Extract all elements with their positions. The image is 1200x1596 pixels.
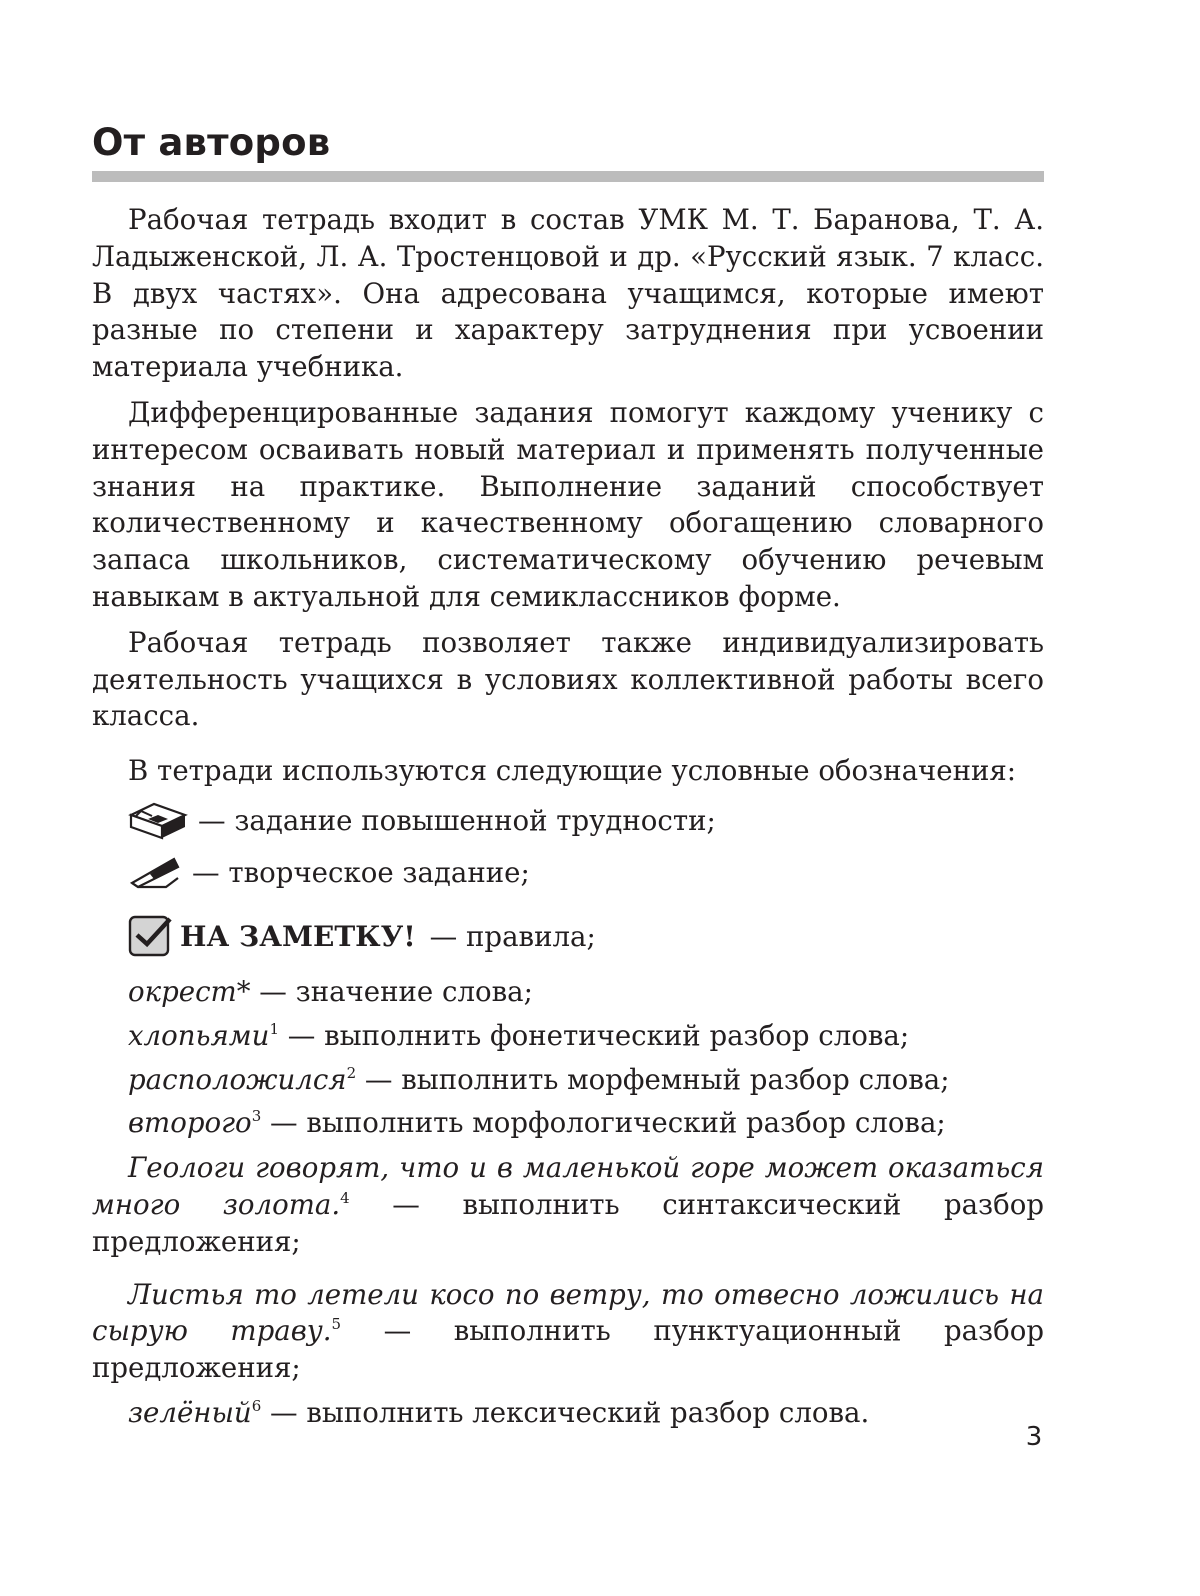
paragraph-2: Дифференцированные задания помогут каждому ученику с интересом осваивать новый материал и применять полученные знания на практике. Выполнение заданий способствует количественному и качественному обогащению словарного запаса школьников, систематическому обучению речевым навыкам в актуальной для семиклассников форме. [92, 395, 1044, 613]
example-word: расположился [128, 1062, 347, 1096]
legend-item-note [92, 906, 1044, 968]
title-underline [92, 171, 1044, 182]
legend-difficulty-text: — задание повышенной трудности; [198, 803, 716, 837]
example-word: окрест* [128, 974, 251, 1008]
footnote-mark: 2 [346, 1063, 357, 1082]
legend-item-meaning [92, 974, 1044, 1011]
item-text: — выполнить морфемный разбор слова; [356, 1062, 950, 1096]
item-text: — выполнить синтаксический разбор предложения; [92, 1187, 1045, 1258]
legend-item-phonetic [92, 1018, 1044, 1055]
legend-creative-text: — творческое задание; [192, 855, 530, 889]
note-label: НА ЗАМЕТКУ! [180, 919, 416, 953]
pencil-icon [128, 854, 182, 892]
footnote-mark: 1 [269, 1019, 280, 1038]
example-sentence: Геологи говорят, что и в маленькой горе может оказаться много золота. [92, 1151, 1044, 1221]
example-word: второго [128, 1106, 252, 1140]
legend-item-syntactic [92, 1150, 1044, 1260]
item-text: — выполнить морфологический разбор слова; [261, 1106, 946, 1140]
footnote-mark: 4 [340, 1188, 350, 1207]
legend-item-morphological [92, 1105, 1044, 1142]
legend-item-morphemic [92, 1062, 1044, 1099]
legend-item-difficulty [92, 796, 1044, 846]
checkbox-icon [128, 915, 172, 959]
paragraph-4: В тетради используются следующие условные обозначения: [128, 754, 1017, 788]
example-word: хлопьями [128, 1018, 270, 1052]
difficulty-icon [128, 801, 188, 841]
item-text: — выполнить фонетический разбор слова; [279, 1018, 910, 1052]
item-text: — выполнить лексический разбор слова. [261, 1395, 870, 1429]
page [92, 118, 1044, 1432]
example-word: зелёный [128, 1395, 252, 1429]
paragraph-1: Рабочая тетрадь входит в состав УМК М. Т. Баранова, Т. А. Ладыженской, Л. А. Тростенцовой и др. «Русский язык. 7 класс. В двух частях». Она адресована учащимся, которые имеют разные по степени и характеру затруднения при усвоении материала учебника. [92, 203, 1044, 384]
item-text: — выполнить пунктуационный разбор предложения; [92, 1314, 1045, 1385]
page-number: 3 [1025, 1422, 1043, 1452]
intro-text [92, 202, 1044, 790]
page-title: От авторов [92, 121, 331, 164]
example-sentence: Листья то летели косо по ветру, то отвесно ложились на сырую траву. [92, 1277, 1044, 1348]
paragraph-3: Рабочая тетрадь позволяет также индивидуализировать деятельность учащихся в условиях коллективной работы всего класса. [92, 625, 1044, 733]
footnote-mark: 3 [251, 1107, 262, 1126]
legend-item-lexical [92, 1395, 1044, 1432]
legend [92, 796, 1044, 1432]
item-text: — значение слова; [250, 974, 533, 1008]
legend-item-creative [92, 850, 1044, 896]
legend-item-punctuation [92, 1277, 1044, 1387]
legend-note-text: — правила; [429, 919, 596, 953]
footnote-mark: 6 [251, 1396, 262, 1415]
footnote-mark: 5 [331, 1315, 342, 1334]
